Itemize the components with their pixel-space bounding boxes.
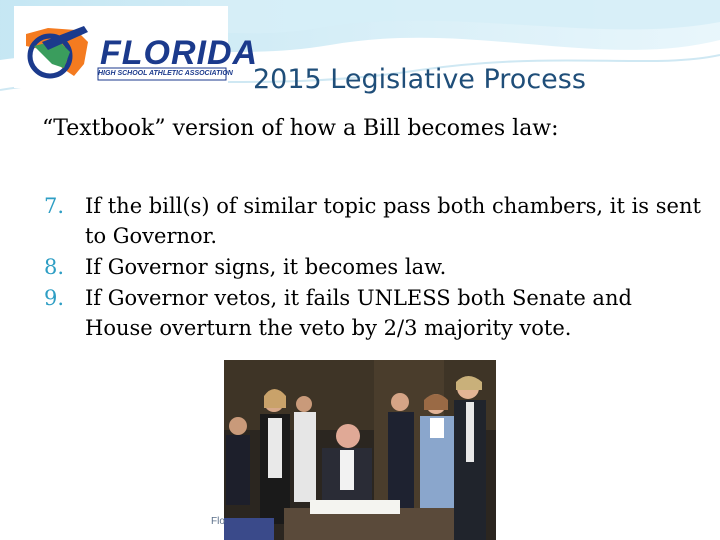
step-text: If Governor signs, it becomes law. [85, 255, 447, 279]
step-text: If the bill(s) of similar topic pass both chambers, it is sent to Governor. [85, 194, 701, 248]
step-number: 8. [44, 255, 65, 279]
step-item [44, 252, 704, 282]
step-item [44, 283, 704, 343]
footer-text: Flo [211, 516, 225, 527]
step-item [44, 191, 704, 251]
slide-subtitle: “Textbook” version of how a Bill becomes law: [42, 116, 559, 141]
logo-tagline: HIGH SCHOOL ATHLETIC ASSOCIATION [98, 70, 233, 77]
fhsaa-logo [14, 6, 259, 88]
step-number: 9. [44, 286, 65, 310]
step-text: If Governor vetos, it fails UNLESS both Senate and House overturn the veto by 2/3 majority vote. [85, 286, 632, 340]
bill-signing-illustration [224, 360, 496, 540]
steps-list [44, 191, 704, 344]
logo-wordmark: FLORIDA [100, 34, 259, 72]
slide-title: 2015 Legislative Process [253, 64, 586, 95]
bill-signing-photo [224, 360, 496, 540]
step-number: 7. [44, 194, 65, 218]
